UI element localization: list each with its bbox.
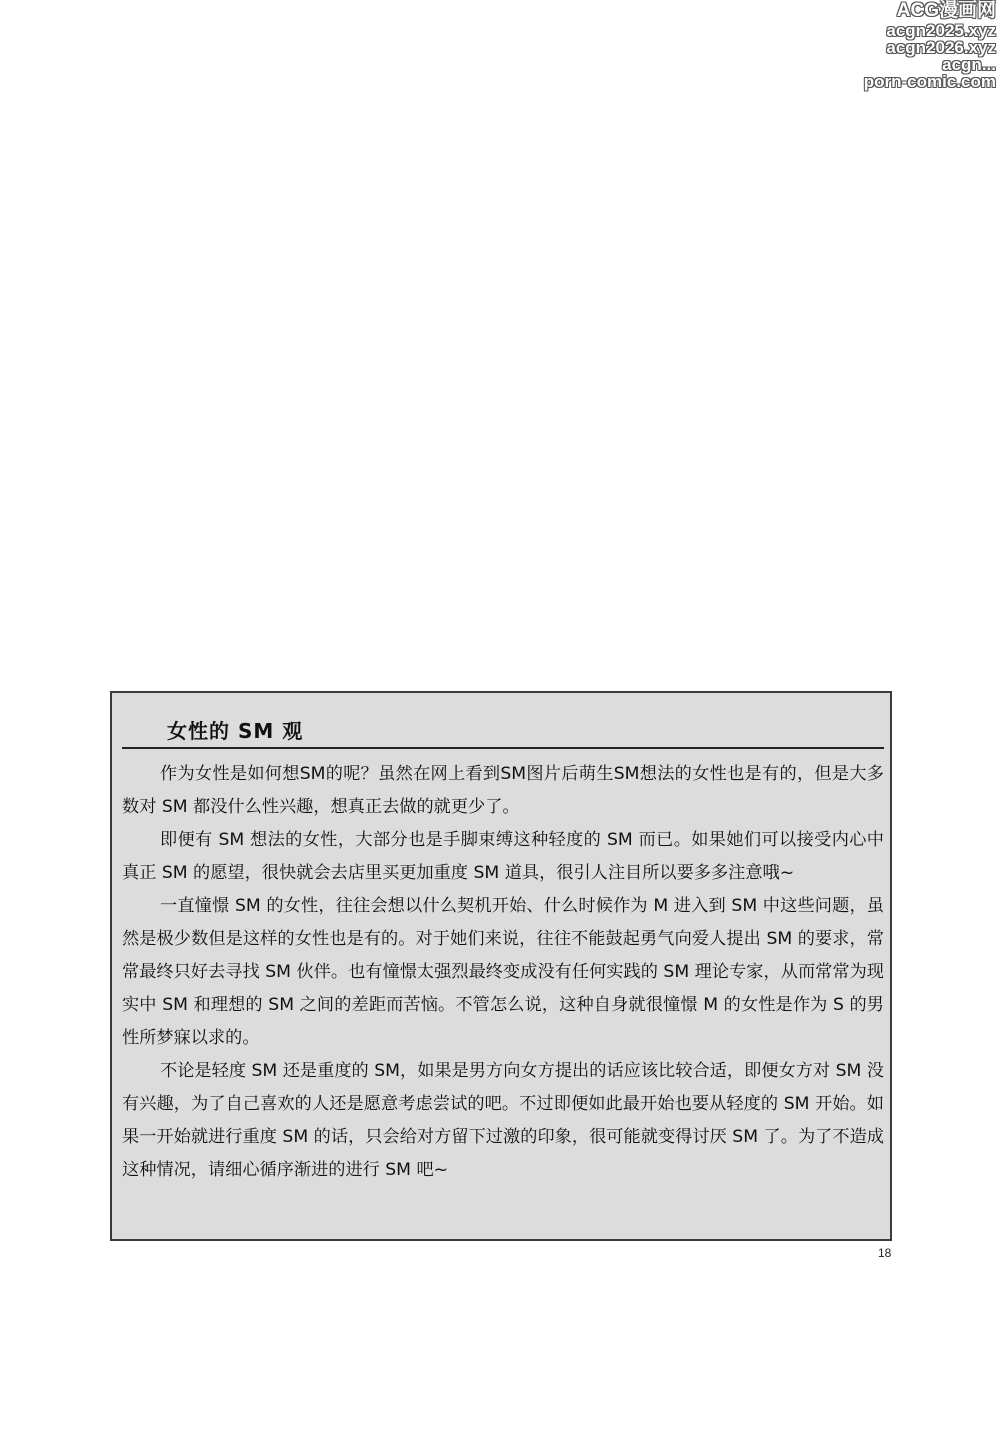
article-paragraph: 不论是轻度 SM 还是重度的 SM，如果是男方向女方提出的话应该比较合适，即便女方对 SM 没有兴趣，为了自己喜欢的人还是愿意考虑尝试的吧。不过即便如此最开始也要从轻度的 SM 开始。如果一开始就进行重度 SM 的话，只会给对方留下过激的印象，很可能就变得讨厌 SM 了。为了不造成这种情况，请细心循序渐进的进行 SM 吧~ <box>122 1061 884 1180</box>
watermark-domain: porn-comic.com <box>863 72 996 91</box>
article-body <box>122 758 884 1187</box>
page-number: 18 <box>878 1246 892 1260</box>
watermark-domain: acgn... <box>942 55 996 74</box>
title-divider <box>122 747 884 749</box>
watermark-domain: acgn2025.xyz <box>886 21 996 40</box>
article-box <box>110 691 892 1241</box>
article-paragraph: 一直憧憬 SM 的女性，往往会想以什么契机开始、什么时候作为 M 进入到 SM 中这些问题，虽然是极少数但是这样的女性也是有的。对于她们来说，往往不能鼓起勇气向爱人提出 SM 的要求，常常最终只好去寻找 SM 伙伴。也有憧憬太强烈最终变成没有任何实践的 SM 理论专家，从而常常为现实中 SM 和理想的 SM 之间的差距而苦恼。不管怎么说，这种自身就很憧憬 M 的女性是作为 S 的男性所梦寐以求的。 <box>122 896 884 1048</box>
watermark-brand: ACG漫画网 <box>896 0 996 21</box>
article-title: 女性的 SM 观 <box>167 719 304 743</box>
site-watermark <box>846 0 996 90</box>
article-paragraph: 即便有 SM 想法的女性，大部分也是手脚束缚这种轻度的 SM 而已。如果她们可以接受内心中真正 SM 的愿望，很快就会去店里买更加重度 SM 道具，很引人注目所以要多多注意哦~ <box>122 830 884 883</box>
article-paragraph: 作为女性是如何想SM的呢？虽然在网上看到SM图片后萌生SM想法的女性也是有的，但是大多数对 SM 都没什么性兴趣，想真正去做的就更少了。 <box>122 764 884 817</box>
watermark-domain: acgn2026.xyz <box>886 38 996 57</box>
